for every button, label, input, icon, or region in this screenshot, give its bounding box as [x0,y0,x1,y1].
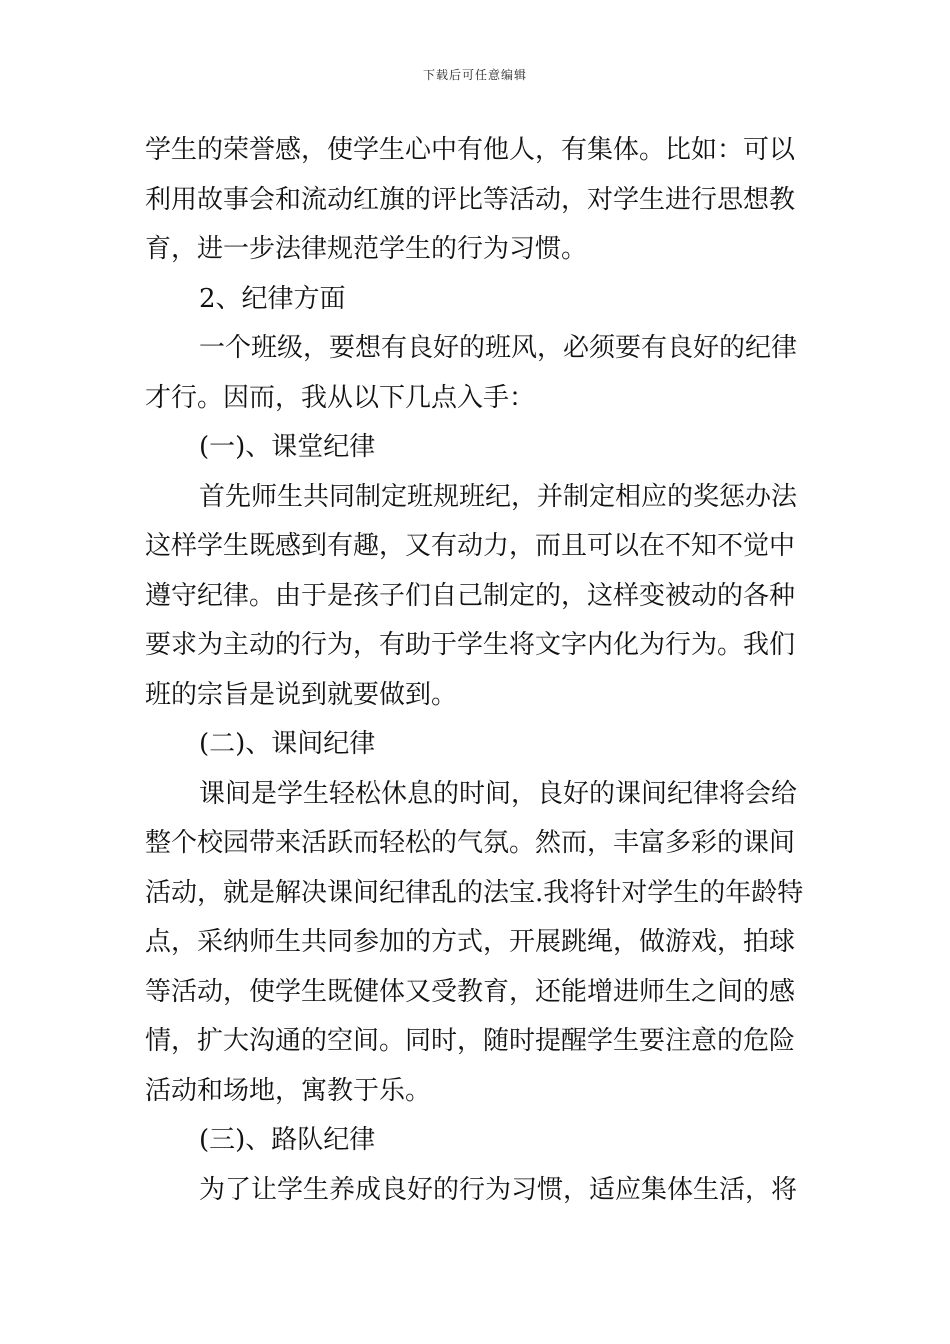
header-note: 下载后可任意编辑 [422,68,527,82]
text-line: 整个校园带来活跃而轻松的气氛。然而，丰富多彩的课间 [145,828,796,858]
text-line: 这样学生既感到有趣，又有动力，而且可以在不知不觉中 [145,531,796,561]
text-line: 活动和场地，寓教于乐。 [145,1075,432,1106]
text-line: 活动，就是解决课间纪律乱的法宝.我将针对学生的年龄特 [145,877,804,908]
text-line: 等活动，使学生既健体又受教育，还能增进师生之间的感 [145,976,796,1007]
text-line: (一)、课堂纪律 [199,432,376,462]
text-line: 一个班级，要想有良好的班风，必须要有良好的纪律 [199,333,798,363]
text-line: (二)、课间纪律 [199,729,376,759]
text-line: 班的宗旨是说到就要做到。 [145,679,458,710]
text-line: 点，采纳师生共同参加的方式，开展跳绳，做游戏，拍球 [145,927,796,957]
text-line: 为了让学生养成良好的行为习惯，适应集体生活，将 [199,1174,798,1205]
body-text [145,126,810,1215]
text-line: 学生的荣誉感，使学生心中有他人，有集体。比如：可以 [145,135,796,165]
text-line: (三)、路队纪律 [199,1125,376,1155]
text-line: 情，扩大沟通的空间。同时，随时提醒学生要注意的危险 [145,1026,796,1056]
text-line: 要求为主动的行为，有助于学生将文字内化为行为。我们 [145,630,796,660]
text-line: 利用故事会和流动红旗的评比等活动，对学生进行思想教 [145,184,796,215]
text-line: 育，进一步法律规范学生的行为习惯。 [145,234,588,264]
text-line: 首先师生共同制定班规班纪，并制定相应的奖惩办法 [199,481,798,512]
text-line: 才行。因而，我从以下几点入手： [145,382,536,413]
text-line: 课间是学生轻松休息的时间，良好的课间纪律将会给 [199,778,798,809]
text-line: 2、纪律方面 [199,283,346,314]
text-line: 遵守纪律。由于是孩子们自己制定的，这样变被动的各种 [145,580,796,611]
